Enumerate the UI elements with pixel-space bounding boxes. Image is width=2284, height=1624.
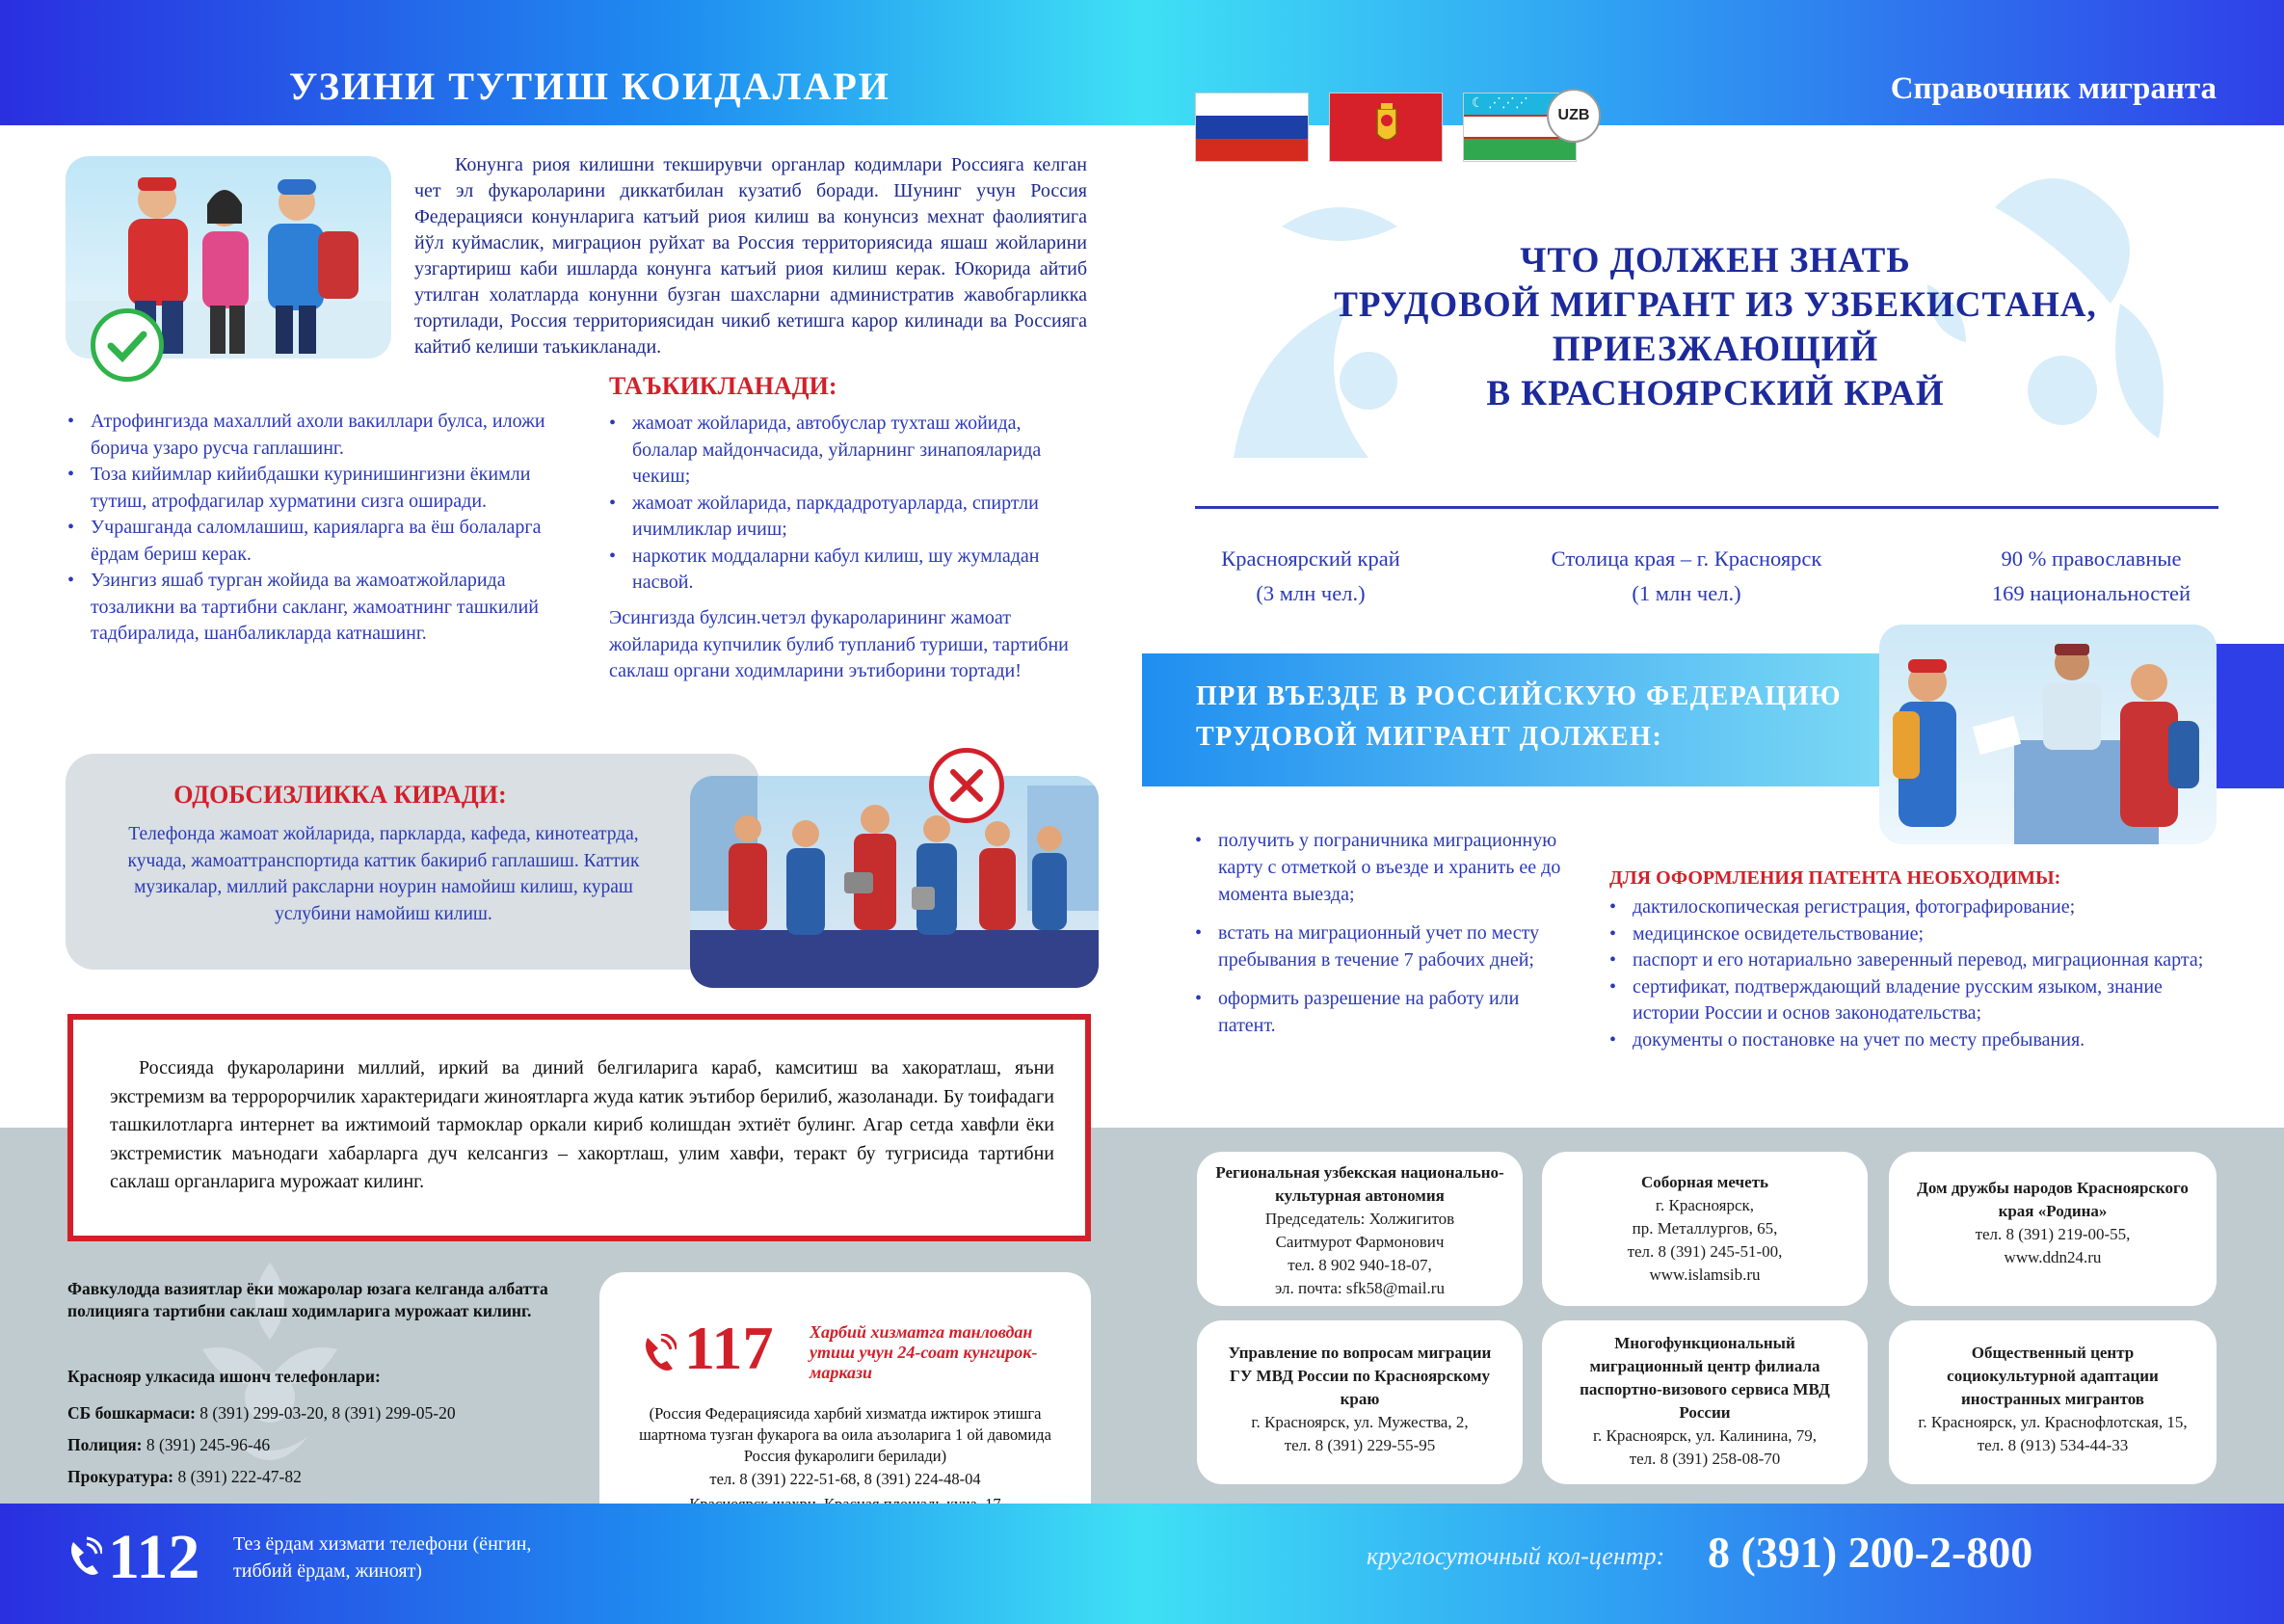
contact-card: Управление по вопросам миграции ГУ МВД России по Красноярскому краю г. Красноярск, ул. Мужества, 2, тел. 8 (391) 229-55-95 (1197, 1320, 1523, 1484)
cross-icon (929, 748, 1004, 823)
main-title: ЧТО ДОЛЖЕН ЗНАТЬ ТРУДОВОЙ МИГРАНТ ИЗ УЗБЕКИСТАНА, ПРИЕЗЖАЮЩИЙ В КРАСНОЯРСКИЙ КРАЙ (1334, 241, 2097, 413)
phone-row: Полиция: 8 (391) 245-96-46 (67, 1435, 271, 1454)
list-item: • Учрашганда саломлашиш, карияларга ва ёш болаларга ёрдам бериш керак. (67, 515, 569, 568)
fact-item: Столица края – г. Красноярск (1 млн чел.) (1551, 546, 1822, 605)
phone-icon (67, 1536, 102, 1577)
emergency-number: 112 (108, 1522, 200, 1592)
callcenter-number: 8 (391) 200-2-800 (1708, 1528, 2033, 1577)
callcenter-label: круглосуточный кол-центр: (1367, 1542, 1665, 1570)
list-item: • паспорт и его нотариально заверенный перевод, миграционная карта; (1609, 947, 2226, 974)
rudeness-text: Телефонда жамоат жойларида, паркларда, кафеда, кинотеатрда, кучада, жамоаттранспортида каттик бакириб гаплашиш. Каттик музикалар, миллий раксларни ноурин намойиш килиш, кураш услубини намойиш килиш. (127, 824, 640, 924)
fact-item: 90 % православные 169 национальностей (1991, 546, 2191, 605)
trust-phones-title: Краснояр улкасида ишонч телефонлари: (67, 1367, 381, 1386)
contact-card: Многофункциональный миграционный центр филиала паспортно-визового сервиса МВД России г. Красноярск, ул. Калинина, 79, тел. 8 (391) 258-08-70 (1542, 1320, 1868, 1484)
list-item: • дактилоскопическая регистрация, фотографирование; (1609, 894, 2226, 921)
hotline-phones: тел. 8 (391) 222-51-68, 8 (391) 224-48-04 (709, 1470, 981, 1488)
bottom-banner (0, 1504, 2284, 1624)
list-item: • встать на миграционный учет по месту пребывания в течение 7 рабочих дней; (1195, 919, 1580, 973)
intro-paragraph: Конунга риоя килишни текширувчи органлар кодимлари Россияга келган чет эл фукароларини диккатбилан кузатиб боради. Шунинг учун Россия Федерацияси конунларига катъий риоя килиш ва конунсиз мехнат фаолиятига йўл куймаслик, миграцион руйхат ва Россия территориясида яшаш жойларини узгартириш каби ишларда конунга катъий риоя килиш керак. Юкорида айтиб утилган холатларда конунни бузган шахсларни административ жавобгарликка тортилади, Россия территориясидан чикиб кетишга карор килинади ва Россияга кайтиб келиши таъкикланади. (414, 154, 1087, 358)
extremism-box (67, 1014, 1091, 1241)
title-divider (1195, 506, 2218, 509)
hotline-title: Харбий хизматга танловдан утиш учун 24-соат кунгирок-маркази (810, 1322, 1038, 1382)
list-item: • наркотик моддаларни кабул килиш, шу жумладан насвой. (609, 544, 1072, 597)
patent-list (1609, 894, 2226, 1053)
contact-card: Соборная мечеть г. Красноярск, пр. Металлургов, 65, тел. 8 (391) 245-51-00, www.islamsib.ru (1542, 1152, 1868, 1306)
top-banner (0, 0, 2284, 125)
uzb-badge: UZB (1547, 89, 1601, 143)
hotline-card (599, 1272, 1091, 1536)
side-accent (2213, 644, 2284, 788)
crowd-illustration (690, 776, 1099, 988)
forbidden-list (609, 411, 1072, 597)
list-item: • оформить разрешение на работу или патент. (1195, 985, 1580, 1039)
patent-title: ДЛЯ ОФОРМЛЕНИЯ ПАТЕНТА НЕОБХОДИМЫ: (1609, 867, 2061, 889)
rudeness-title: ОДОБСИЗЛИККА КИРАДИ: (173, 781, 507, 809)
list-item: • Узингиз яшаб турган жойида ва жамоатжойларида тозаликни ва тартибни сакланг, жамоатнинг ташкилий тадбиралида, шанбаликларда катнашинг. (67, 568, 569, 648)
trust-phones-list (67, 1398, 607, 1493)
phone-row: Прокуратура: 8 (391) 222-47-82 (67, 1467, 302, 1486)
list-item: • сертификат, подтверждающий владение русским языком, знание истории России и основ законодательства; (1609, 974, 2226, 1027)
uzbekistan-flag-icon: ☾ ⋰⋰⋰ (1463, 93, 1577, 162)
border-control-illustration (1879, 625, 2217, 844)
hotline-text: (Россия Федерациясида харбий хизматда ижтирок этишга шартнома тузган фукарога ва оила аъзоларига 1 ой давомида Россия фукаролиги берилади) (639, 1404, 1051, 1465)
list-item: • документы о постановке на учет по месту пребывания. (1609, 1027, 2226, 1054)
left-page-title: УЗИНИ ТУТИШ КОИДАЛАРИ (289, 65, 890, 108)
entry-list (1195, 827, 1580, 1039)
list-item: • жамоат жойларида, паркдадротуарларда, спиртли ичимликлар ичиш; (609, 491, 1072, 544)
contact-card: Общественный центр социокультурной адаптации иностранных мигрантов г. Красноярск, ул. Краснофлотская, 15, тел. 8 (913) 534-44-33 (1889, 1320, 2217, 1484)
fact-item: Красноярский край (3 млн чел.) (1221, 546, 1400, 605)
contact-card: Региональная узбекская национально-культурная автономия Председатель: Холжигитов Саитмурот Фармонович тел. 8 902 940-18-07, эл. почта: sfk58@mail.ru (1197, 1152, 1523, 1306)
forbidden-note: Эсингизда булсин.четэл фукароларининг жамоат жойларида купчилик булиб тупланиб туриши, тартибни саклаш органи ходимларини эътиборини тортади! (609, 607, 1069, 681)
entry-title: ПРИ ВЪЕЗДЕ В РОССИЙСКУЮ ФЕДЕРАЦИЮ ТРУДОВОЙ МИГРАНТ ДОЛЖЕН: (1196, 681, 1843, 752)
list-item: • медицинское освидетельствование; (1609, 921, 2226, 948)
list-item: • получить у пограничника миграционную карту с отметкой о въезде и хранить ее до момента выезда; (1195, 827, 1580, 908)
right-page-title: Справочник мигранта (1890, 71, 2217, 106)
check-icon (91, 308, 164, 382)
contact-card: Дом дружбы народов Красноярского края «Родина» тел. 8 (391) 219-00-55, www.ddn24.ru (1889, 1152, 2217, 1306)
russia-flag-icon (1195, 93, 1309, 162)
emergency-text: Тез ёрдам хизмати телефони (ёнгин, тиббий ёрдам, жиноят) (233, 1533, 532, 1582)
forbidden-title: ТАЪКИКЛАНАДИ: (609, 372, 837, 400)
list-item: • Атрофингизда махаллий ахоли вакиллари булса, иложи борича узаро русча гаплашинг. (67, 409, 569, 462)
list-item: • Тоза кийимлар кийибдашки куринишингизни ёкимли тутиш, атрофдагилар хурматини сизга оширади. (67, 462, 569, 515)
krasnoyarsk-flag-icon (1329, 93, 1443, 162)
list-item: • жамоат жойларида, автобуслар тухташ жойида, болалар майдончасида, уйларнинг зинапояларида чекиш; (609, 411, 1072, 491)
hotline-number: 117 (684, 1314, 774, 1382)
phone-row: СБ бошкармаси: 8 (391) 299-03-20, 8 (391) 299-05-20 (67, 1403, 456, 1423)
good-rules-list (67, 409, 569, 648)
phone-icon (642, 1334, 677, 1372)
rudeness-box (66, 754, 759, 970)
emergency-intro: Фавкулодда вазиятлар ёки можаролар юзага келганда албатта полицияга тартибни саклаш ходимларига мурожаат килинг. (67, 1279, 548, 1320)
extremism-text: Россияда фукароларини миллий, иркий ва диний белгиларига караб, камситиш ва хакоратлаш, яъни экстремизм ва терророрчилик характеридаги жиноятларга жуда катик эътибор берилиб, жазоланади. Бу тоифадаги ташкилотларга интернет ва ижтимоий тармоклар оркали кириб колишдан эхтиёт булинг. Агар сетда хавфли ёки экстремистик маънодаги хабарларга дуч келсангиз – хакортлаш, улим хавфи, теракт бу тугрисида тартибни саклаш органларига мурожаат килинг. (110, 1057, 1054, 1192)
